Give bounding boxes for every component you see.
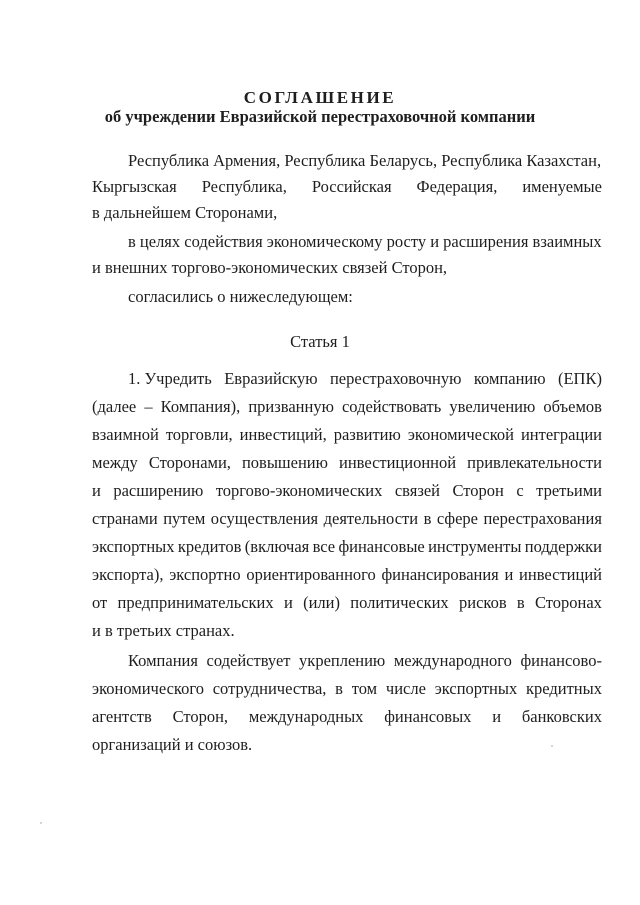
preamble-purpose-line-1: в целях содействия экономическому росту и расширения взаимных bbox=[128, 232, 602, 251]
article-heading: Статья 1 bbox=[290, 332, 350, 351]
preamble-agreed: согласились о нижеследующем: bbox=[128, 287, 353, 306]
word: предпринимательских bbox=[117, 593, 274, 612]
word: экспорта), bbox=[92, 565, 164, 584]
paragraph-1-line bbox=[128, 368, 602, 390]
word: Российская bbox=[311, 177, 392, 196]
paragraph-1-line bbox=[92, 452, 602, 474]
paragraph-2-line bbox=[92, 678, 602, 700]
word: – bbox=[144, 397, 153, 416]
word: именуемые bbox=[522, 177, 602, 196]
word: рисков bbox=[458, 593, 507, 612]
word: компанию bbox=[473, 369, 546, 388]
word: поддержки bbox=[524, 537, 602, 556]
word: от bbox=[92, 593, 108, 612]
word: сфере bbox=[436, 509, 478, 528]
word: укреплению bbox=[299, 651, 386, 670]
word: в bbox=[423, 509, 432, 528]
word: (далее bbox=[92, 397, 137, 416]
word: взаимной bbox=[92, 425, 159, 444]
word: банковских bbox=[521, 707, 602, 726]
preamble-parties-line-1: Республика Армения, Республика Беларусь, Республика Казахстан, bbox=[128, 151, 602, 170]
paragraph-1-line bbox=[92, 564, 602, 586]
word: Компания), bbox=[160, 397, 241, 416]
word: инвестиций bbox=[519, 565, 602, 584]
word: инвестиционной bbox=[338, 453, 457, 472]
word: все bbox=[312, 537, 336, 556]
scan-speck bbox=[551, 745, 553, 747]
word: Кыргызская bbox=[92, 177, 177, 196]
paragraph-2-last-line: организаций и союзов. bbox=[92, 735, 253, 754]
word: экономического bbox=[92, 679, 204, 698]
word: в bbox=[516, 593, 525, 612]
word: с bbox=[516, 481, 524, 500]
preamble-purpose-line-2: и внешних торгово-экономических связей Сторон, bbox=[92, 258, 448, 277]
word: Евразийскую bbox=[224, 369, 318, 388]
word: экспортно bbox=[169, 565, 241, 584]
word: торговли, bbox=[165, 425, 233, 444]
word: ориентированного bbox=[246, 565, 376, 584]
word: Сторонами, bbox=[148, 453, 231, 472]
word: третьими bbox=[536, 481, 602, 500]
word: экспортных bbox=[92, 537, 175, 556]
word: кредитных bbox=[525, 679, 602, 698]
word: перестраховочную bbox=[329, 369, 462, 388]
word: Сторонах bbox=[535, 593, 602, 612]
word: призванную bbox=[248, 397, 334, 416]
word: экономической bbox=[407, 425, 514, 444]
word: финансовые bbox=[338, 537, 425, 556]
word: интеграции bbox=[520, 425, 602, 444]
document-subtitle: об учреждении Евразийской перестраховочной компании bbox=[104, 107, 536, 126]
word: деятельности bbox=[323, 509, 419, 528]
word: и bbox=[492, 707, 502, 726]
document-title: СОГЛАШЕНИЕ bbox=[243, 88, 397, 107]
paragraph-1-line bbox=[92, 480, 602, 502]
word: перестрахования bbox=[483, 509, 602, 528]
word: международных bbox=[248, 707, 364, 726]
paragraph-1-line bbox=[92, 536, 602, 558]
paragraph-2-line bbox=[92, 706, 602, 728]
word: агентств bbox=[92, 707, 152, 726]
word: финансовых bbox=[384, 707, 472, 726]
word: 1. Учредить bbox=[128, 369, 212, 388]
word: финансирования bbox=[381, 565, 499, 584]
word: в bbox=[335, 679, 343, 698]
word: сотрудничества, bbox=[212, 679, 327, 698]
word: между bbox=[92, 453, 138, 472]
word: торгово-экономических bbox=[215, 481, 383, 500]
paragraph-1-line bbox=[92, 424, 602, 446]
word: политических bbox=[350, 593, 449, 612]
word: повышению bbox=[241, 453, 328, 472]
word: экспортных bbox=[434, 679, 518, 698]
word: связей bbox=[394, 481, 440, 500]
word: Сторон bbox=[452, 481, 504, 500]
word: путем bbox=[163, 509, 206, 528]
word: (ЕПК) bbox=[557, 369, 602, 388]
word: инструменты bbox=[428, 537, 522, 556]
word: осуществления bbox=[210, 509, 319, 528]
word: (или) bbox=[303, 593, 340, 612]
word: Республика, bbox=[201, 177, 287, 196]
paragraph-1-line bbox=[92, 592, 602, 614]
word: объемов bbox=[543, 397, 602, 416]
word: расширению bbox=[113, 481, 204, 500]
word: (включая bbox=[244, 537, 310, 556]
paragraph-2-line bbox=[128, 650, 602, 672]
word: и bbox=[92, 481, 101, 500]
word: инвестиций, bbox=[239, 425, 327, 444]
word: развитию bbox=[333, 425, 401, 444]
word: международного bbox=[393, 651, 512, 670]
preamble-parties-line-3: в дальнейшем Сторонами, bbox=[92, 203, 278, 222]
word: странами bbox=[92, 509, 158, 528]
word: содействует bbox=[206, 651, 291, 670]
word: числе bbox=[385, 679, 426, 698]
word: и bbox=[504, 565, 514, 584]
word: привлекательности bbox=[467, 453, 602, 472]
paragraph-1-last-line: и в третьих странах. bbox=[92, 621, 235, 640]
word: и bbox=[283, 593, 293, 612]
word: финансово- bbox=[520, 651, 602, 670]
word: Компания bbox=[128, 651, 198, 670]
preamble-parties-line-2 bbox=[92, 176, 602, 198]
paragraph-1-line bbox=[92, 508, 602, 530]
word: Федерация, bbox=[416, 177, 498, 196]
word: Сторон, bbox=[172, 707, 229, 726]
word: увеличению bbox=[449, 397, 536, 416]
word: содействовать bbox=[341, 397, 442, 416]
word: кредитов bbox=[177, 537, 242, 556]
scan-speck bbox=[40, 822, 42, 824]
word: том bbox=[351, 679, 378, 698]
paragraph-1-line bbox=[92, 396, 602, 418]
